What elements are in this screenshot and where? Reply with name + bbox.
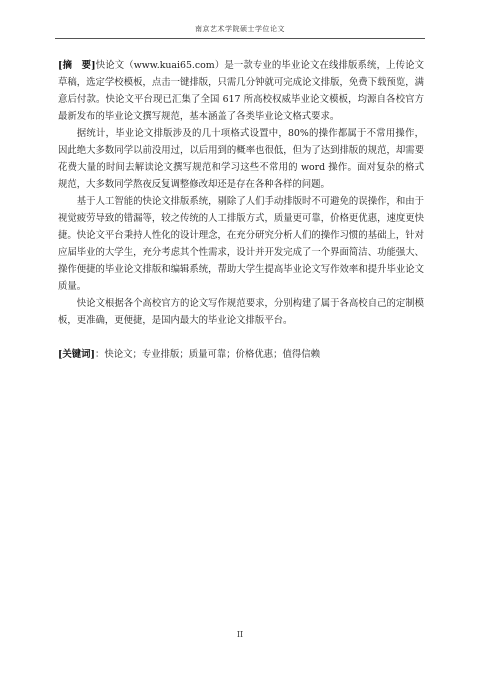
keywords-line	[58, 346, 424, 363]
abstract-paragraph-3: 基于人工智能的快论文排版系统，剔除了人们手动排版时不可避免的误操作，和由于视觉疲劳导致的错漏等，较之传统的人工排版方式，质量更可靠，价格更优惠，速度更快捷。快论文平台秉持人性化的设计理念，在充分研究分析人们的操作习惯的基础上，针对应届毕业的大学生，充分考虑其个性需求，设计并开发完成了一个界面简洁、功能强大、操作便捷的毕业论文排版和编辑系统，帮助大学生提高毕业论文写作效率和提升毕业论文质量。	[58, 196, 424, 292]
keywords-text: ：快论文；专业排版；质量可靠；价格优惠；值得信赖	[95, 349, 321, 360]
abstract-paragraph-1-text: 快论文（www.kuai65.com）是一款专业的毕业论文在线排版系统，上传论文草稿，选定学校模板，点击一键排版，只需几分钟就可完成论文排版，免费下载预览，满意后付款。快论文平台现已汇集了全国 617 所高校权威毕业论文模板，均源自各校官方最新发布的毕业论文撰写规范，基本涵盖了各类毕业论文格式要求。	[58, 60, 424, 122]
abstract-paragraph-2: 据统计，毕业论文排版涉及的几十项格式设置中，80%的操作都属于不常用操作，因此绝大多数同学以前没用过，以后用到的概率也很低，但为了达到排版的规范，却需要花费大量的时间去解读论文撰写规范和学习这些不常用的 word 操作。面对复杂的格式规范，大多数同学熬夜反复调整修改却还是存在各种各样的问题。	[58, 128, 424, 190]
running-header: 南京艺术学院硕士学位论文	[195, 25, 285, 33]
abstract-section	[58, 57, 424, 363]
page-number: II	[236, 630, 244, 639]
keywords-label: [关键词]	[58, 349, 95, 360]
abstract-paragraph-1	[58, 57, 424, 125]
abstract-paragraph-4: 快论文根据各个高校官方的论文写作规范要求，分别构建了属于各高校自己的定制模板，更准确，更便捷，是国内最大的毕业论文排版平台。	[58, 298, 424, 326]
abstract-label: [摘 要]	[58, 60, 96, 71]
header-divider	[55, 38, 425, 39]
